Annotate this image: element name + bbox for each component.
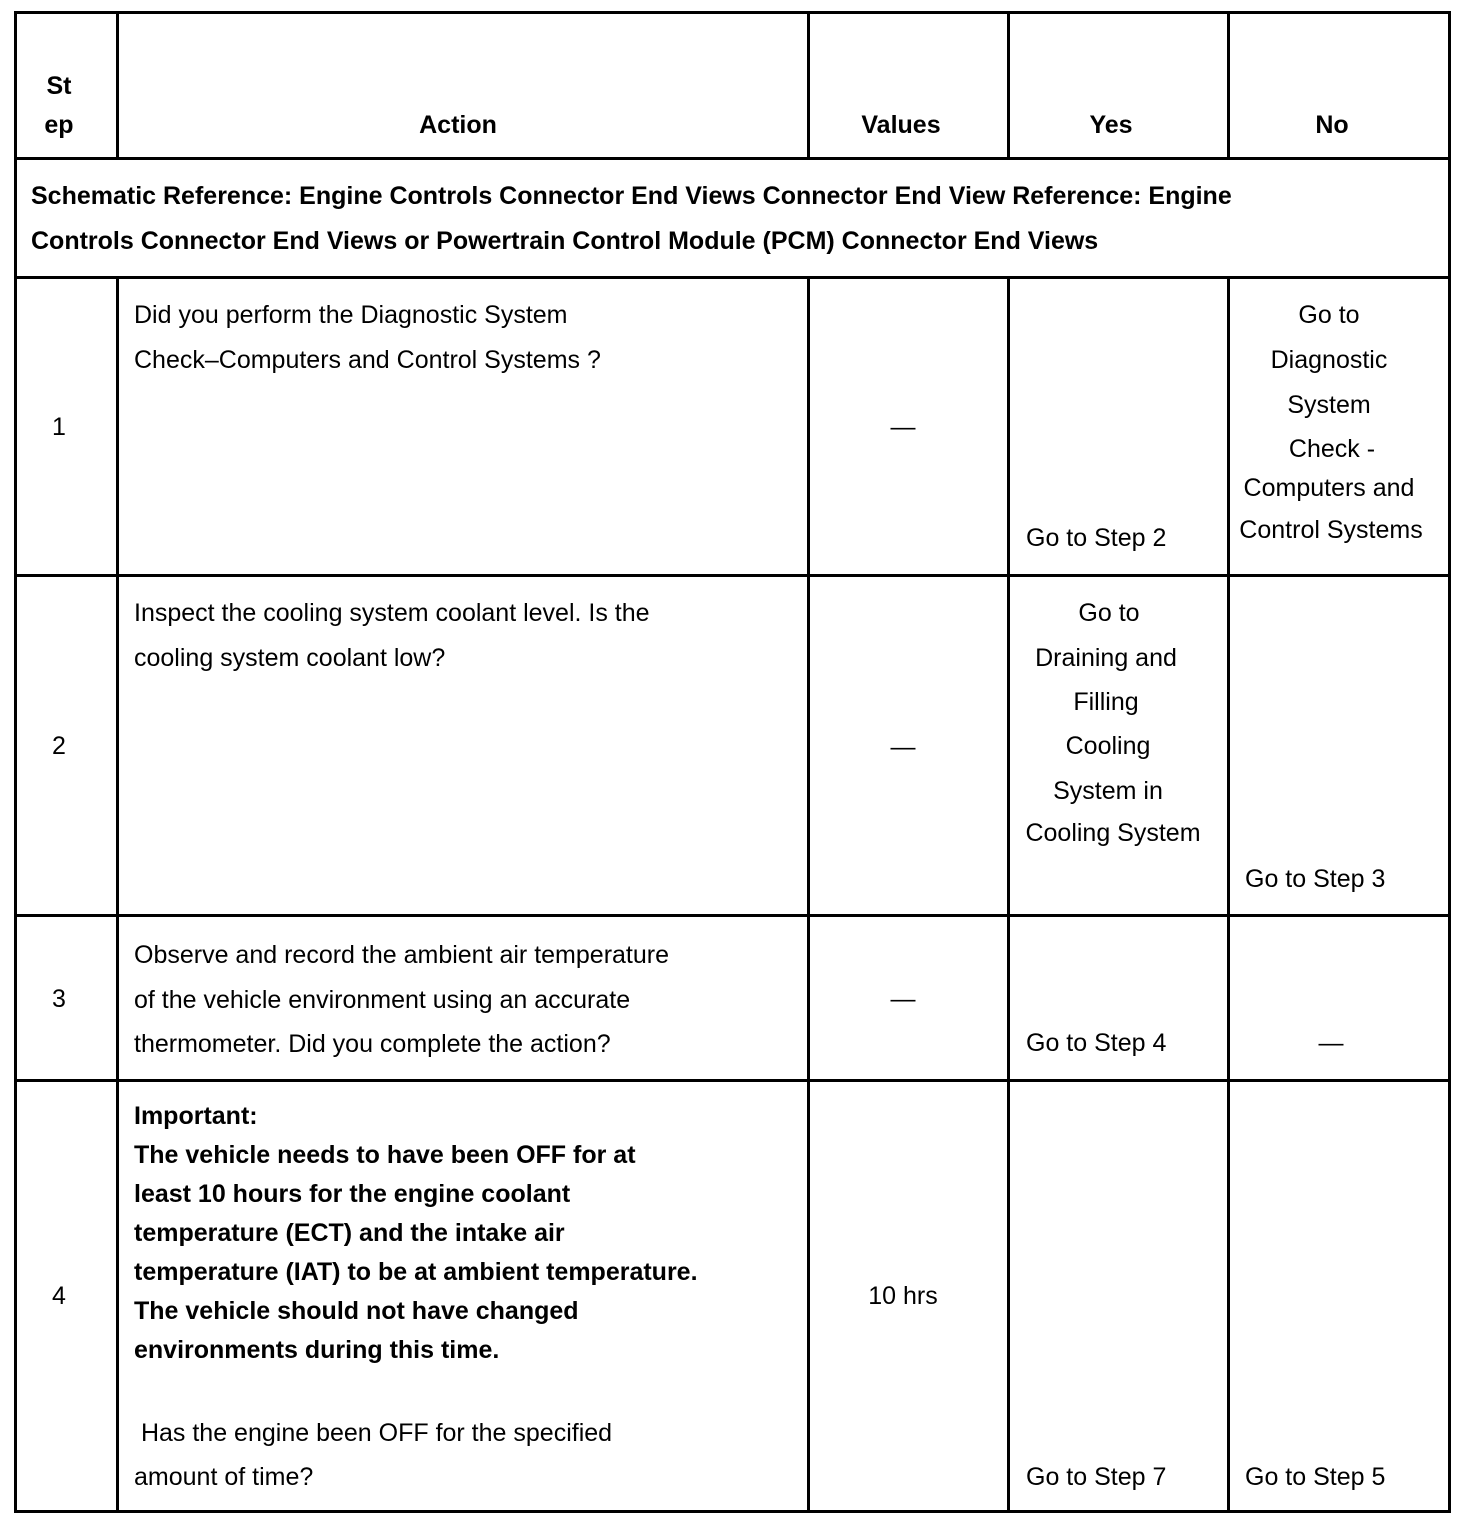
header-yes: Yes — [1089, 111, 1133, 139]
yes-link[interactable]: Go to Step 2 — [1026, 524, 1167, 552]
action-text: Check–Computers and Control Systems ? — [134, 346, 601, 374]
action-text: thermometer. Did you complete the action? — [134, 1030, 611, 1058]
column-divider — [807, 276, 810, 1513]
action-text: cooling system coolant low? — [134, 644, 446, 672]
no-link[interactable]: Computers and — [1243, 474, 1415, 502]
no-link[interactable]: Go to Step 3 — [1245, 865, 1386, 893]
yes-link[interactable]: Go to Step 4 — [1026, 1029, 1167, 1057]
important-text: least 10 hours for the engine coolant — [134, 1180, 571, 1208]
action-text: Has the engine been OFF for the specified — [134, 1419, 613, 1447]
action-text: Observe and record the ambient air temperature — [134, 941, 669, 969]
value-text: 10 hrs — [868, 1282, 938, 1310]
column-divider — [116, 276, 119, 1513]
important-text: temperature (IAT) to be at ambient temperature. — [134, 1258, 698, 1286]
no-text: — — [1318, 1029, 1344, 1057]
step-number: 4 — [52, 1282, 66, 1310]
step-number: 2 — [52, 732, 66, 760]
header-action: Action — [419, 111, 497, 139]
column-divider — [1007, 276, 1010, 1513]
action-text: of the vehicle environment using an accurate — [134, 986, 631, 1014]
no-link[interactable]: Check - — [1288, 435, 1376, 463]
yes-link[interactable]: System in — [1053, 777, 1163, 805]
value-text: — — [890, 985, 916, 1013]
column-divider — [807, 11, 810, 160]
yes-link[interactable]: Cooling — [1065, 732, 1151, 760]
value-text: — — [890, 413, 916, 441]
important-text: temperature (ECT) and the intake air — [134, 1219, 565, 1247]
header-step: ep — [44, 111, 74, 139]
yes-link[interactable]: Filling — [1073, 688, 1139, 716]
step-number: 1 — [52, 413, 66, 441]
table-border-bottom — [14, 1510, 1451, 1513]
header-no: No — [1315, 111, 1349, 139]
row-divider — [14, 914, 1451, 917]
header-values: Values — [861, 111, 941, 139]
action-text: Inspect the cooling system coolant level. Is the — [134, 599, 650, 627]
yes-link[interactable]: Draining and — [1035, 644, 1177, 672]
no-link[interactable]: Control Systems — [1239, 516, 1423, 544]
action-text: amount of time? — [134, 1463, 314, 1491]
row-divider — [14, 1079, 1451, 1082]
no-link[interactable]: Diagnostic — [1270, 346, 1388, 374]
reference-text: Controls Connector End Views or Powertrain Control Module (PCM) Connector End Views — [31, 227, 1099, 255]
no-link[interactable]: Go to — [1298, 301, 1360, 329]
column-divider — [116, 11, 119, 160]
column-divider — [1007, 11, 1010, 160]
action-text: Did you perform the Diagnostic System — [134, 301, 568, 329]
table-border-top — [14, 11, 1451, 14]
reference-text: Schematic Reference: Engine Controls Connector End Views Connector End View Reference: Engine — [31, 182, 1232, 210]
table-border-left — [14, 11, 17, 1513]
important-text: The vehicle should not have changed — [134, 1297, 579, 1325]
yes-link[interactable]: Cooling System — [1025, 819, 1201, 847]
header-step: St — [46, 72, 72, 100]
no-link[interactable]: Go to Step 5 — [1245, 1463, 1386, 1491]
value-text: — — [890, 733, 916, 761]
row-divider — [14, 574, 1451, 577]
header-divider — [14, 157, 1451, 160]
step-number: 3 — [52, 985, 66, 1013]
column-divider — [1227, 276, 1230, 1513]
yes-link[interactable]: Go to — [1078, 599, 1140, 627]
table-border-right — [1448, 11, 1451, 1513]
important-label: Important: — [134, 1102, 258, 1130]
important-text: environments during this time. — [134, 1336, 500, 1364]
no-link[interactable]: System — [1287, 391, 1371, 419]
column-divider — [1227, 11, 1230, 160]
reference-divider — [14, 276, 1451, 279]
important-text: The vehicle needs to have been OFF for at — [134, 1141, 636, 1169]
yes-link[interactable]: Go to Step 7 — [1026, 1463, 1167, 1491]
